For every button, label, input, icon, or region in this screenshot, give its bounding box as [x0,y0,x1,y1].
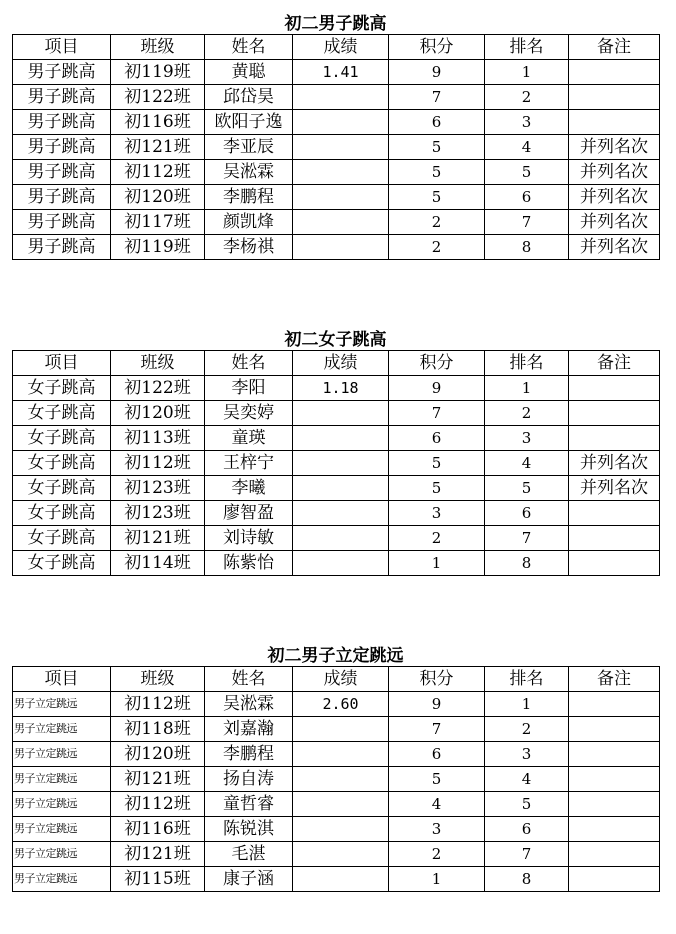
header-row [13,35,660,60]
header-points: 积分 [389,667,485,692]
points-cell: 5 [389,135,485,160]
table-row [13,717,660,742]
remark-cell: 并列名次 [569,235,660,260]
remark-cell [569,426,660,451]
name-cell: 李曦 [205,476,293,501]
score-cell: 2.60 [293,692,389,717]
name-cell: 李亚辰 [205,135,293,160]
score-cell [293,235,389,260]
points-cell: 9 [389,692,485,717]
remark-cell: 并列名次 [569,451,660,476]
event-cell: 男子立定跳远 [13,867,111,892]
class-cell: 初123班 [111,476,205,501]
table-row [13,476,660,501]
points-cell: 6 [389,742,485,767]
class-cell: 初121班 [111,526,205,551]
event-cell: 男子立定跳远 [13,817,111,842]
remark-cell [569,526,660,551]
remark-cell [569,792,660,817]
table-section-girls-high-jump [12,326,659,576]
rank-cell: 7 [485,526,569,551]
name-cell: 吴奕婷 [205,401,293,426]
remark-cell [569,867,660,892]
points-cell: 2 [389,526,485,551]
header-score: 成绩 [293,667,389,692]
score-cell [293,451,389,476]
event-cell: 男子跳高 [13,135,111,160]
remark-cell [569,817,660,842]
header-points: 积分 [389,35,485,60]
points-cell: 5 [389,767,485,792]
remark-cell [569,501,660,526]
score-cell [293,717,389,742]
remark-cell [569,767,660,792]
points-cell: 5 [389,185,485,210]
table-row [13,235,660,260]
class-cell: 初113班 [111,426,205,451]
rank-cell: 8 [485,551,569,576]
header-event: 项目 [13,667,111,692]
table-row [13,842,660,867]
header-class: 班级 [111,351,205,376]
table-row [13,526,660,551]
table-row [13,426,660,451]
points-cell: 5 [389,160,485,185]
header-remark: 备注 [569,667,660,692]
points-cell: 5 [389,476,485,501]
points-cell: 1 [389,867,485,892]
name-cell: 陈紫怡 [205,551,293,576]
rank-cell: 1 [485,60,569,85]
class-cell: 初122班 [111,85,205,110]
name-cell: 廖智盈 [205,501,293,526]
remark-cell [569,842,660,867]
name-cell: 刘诗敏 [205,526,293,551]
remark-cell: 并列名次 [569,135,660,160]
rank-cell: 8 [485,235,569,260]
rank-cell: 3 [485,742,569,767]
event-cell: 男子跳高 [13,60,111,85]
name-cell: 童哲睿 [205,792,293,817]
remark-cell: 并列名次 [569,160,660,185]
class-cell: 初121班 [111,842,205,867]
rank-cell: 2 [485,401,569,426]
class-cell: 初120班 [111,742,205,767]
score-cell [293,476,389,501]
event-cell: 女子跳高 [13,551,111,576]
header-score: 成绩 [293,35,389,60]
rank-cell: 2 [485,717,569,742]
table-row [13,376,660,401]
class-cell: 初112班 [111,451,205,476]
table-row [13,60,660,85]
score-cell [293,501,389,526]
points-cell: 3 [389,817,485,842]
class-cell: 初120班 [111,401,205,426]
score-cell [293,135,389,160]
class-cell: 初121班 [111,135,205,160]
event-cell: 女子跳高 [13,426,111,451]
event-cell: 女子跳高 [13,376,111,401]
remark-cell [569,401,660,426]
event-cell: 男子立定跳远 [13,767,111,792]
rank-cell: 3 [485,426,569,451]
header-row [13,667,660,692]
score-cell: 1.41 [293,60,389,85]
score-cell [293,185,389,210]
points-cell: 2 [389,210,485,235]
score-cell [293,526,389,551]
event-cell: 女子跳高 [13,451,111,476]
event-cell: 男子跳高 [13,110,111,135]
class-cell: 初123班 [111,501,205,526]
rank-cell: 1 [485,376,569,401]
class-cell: 初121班 [111,767,205,792]
class-cell: 初112班 [111,692,205,717]
class-cell: 初118班 [111,717,205,742]
event-cell: 男子立定跳远 [13,692,111,717]
points-cell: 3 [389,501,485,526]
header-event: 项目 [13,351,111,376]
table-row [13,210,660,235]
remark-cell [569,742,660,767]
score-cell [293,842,389,867]
results-table [12,350,660,576]
header-remark: 备注 [569,351,660,376]
event-cell: 男子跳高 [13,160,111,185]
table-row [13,135,660,160]
event-cell: 女子跳高 [13,401,111,426]
header-name: 姓名 [205,667,293,692]
points-cell: 6 [389,110,485,135]
name-cell: 颜凯烽 [205,210,293,235]
remark-cell [569,551,660,576]
header-name: 姓名 [205,35,293,60]
points-cell: 7 [389,85,485,110]
class-cell: 初119班 [111,235,205,260]
name-cell: 王梓宁 [205,451,293,476]
event-cell: 男子立定跳远 [13,742,111,767]
event-cell: 男子立定跳远 [13,717,111,742]
event-cell: 女子跳高 [13,501,111,526]
points-cell: 7 [389,401,485,426]
remark-cell: 并列名次 [569,210,660,235]
name-cell: 童瑛 [205,426,293,451]
name-cell: 陈锐淇 [205,817,293,842]
rank-cell: 3 [485,110,569,135]
name-cell: 刘嘉瀚 [205,717,293,742]
remark-cell: 并列名次 [569,476,660,501]
remark-cell [569,60,660,85]
table-title: 初二女子跳高 [284,330,387,350]
name-cell: 欧阳子逸 [205,110,293,135]
remark-cell [569,110,660,135]
header-score: 成绩 [293,351,389,376]
score-cell: 1.18 [293,376,389,401]
points-cell: 2 [389,235,485,260]
remark-cell: 并列名次 [569,185,660,210]
points-cell: 1 [389,551,485,576]
table-row [13,501,660,526]
score-cell [293,767,389,792]
name-cell: 康子涵 [205,867,293,892]
header-event: 项目 [13,35,111,60]
class-cell: 初116班 [111,110,205,135]
name-cell: 邱岱昊 [205,85,293,110]
table-row [13,185,660,210]
points-cell: 9 [389,376,485,401]
class-cell: 初117班 [111,210,205,235]
table-section-boys-high-jump [12,10,659,260]
header-name: 姓名 [205,351,293,376]
results-table [12,34,660,260]
header-class: 班级 [111,667,205,692]
name-cell: 黄聪 [205,60,293,85]
score-cell [293,110,389,135]
event-cell: 男子跳高 [13,235,111,260]
class-cell: 初115班 [111,867,205,892]
name-cell: 李鹏程 [205,742,293,767]
remark-cell [569,376,660,401]
header-remark: 备注 [569,35,660,60]
rank-cell: 8 [485,867,569,892]
score-cell [293,401,389,426]
points-cell: 5 [389,451,485,476]
score-cell [293,210,389,235]
header-points: 积分 [389,351,485,376]
header-rank: 排名 [485,351,569,376]
table-row [13,692,660,717]
rank-cell: 5 [485,476,569,501]
name-cell: 扬自涛 [205,767,293,792]
table-section-boys-standing-long-jump [12,642,659,892]
table-row [13,792,660,817]
class-cell: 初114班 [111,551,205,576]
points-cell: 6 [389,426,485,451]
score-cell [293,551,389,576]
table-row [13,110,660,135]
table-row [13,551,660,576]
results-table [12,666,660,892]
rank-cell: 7 [485,210,569,235]
rank-cell: 4 [485,135,569,160]
event-cell: 男子立定跳远 [13,792,111,817]
points-cell: 2 [389,842,485,867]
remark-cell [569,692,660,717]
table-title: 初二男子立定跳远 [267,646,404,666]
rank-cell: 6 [485,817,569,842]
name-cell: 李鹏程 [205,185,293,210]
score-cell [293,85,389,110]
rank-cell: 6 [485,501,569,526]
table-row [13,767,660,792]
name-cell: 毛湛 [205,842,293,867]
points-cell: 9 [389,60,485,85]
name-cell: 吴淞霖 [205,692,293,717]
rank-cell: 5 [485,160,569,185]
score-cell [293,742,389,767]
rank-cell: 5 [485,792,569,817]
table-row [13,401,660,426]
event-cell: 男子立定跳远 [13,842,111,867]
points-cell: 4 [389,792,485,817]
table-row [13,160,660,185]
rank-cell: 7 [485,842,569,867]
event-cell: 男子跳高 [13,85,111,110]
table-row [13,451,660,476]
name-cell: 李阳 [205,376,293,401]
name-cell: 吴淞霖 [205,160,293,185]
rank-cell: 6 [485,185,569,210]
class-cell: 初120班 [111,185,205,210]
remark-cell [569,85,660,110]
table-row [13,817,660,842]
header-rank: 排名 [485,667,569,692]
score-cell [293,160,389,185]
name-cell: 李杨祺 [205,235,293,260]
table-title: 初二男子跳高 [284,14,387,34]
score-cell [293,792,389,817]
header-class: 班级 [111,35,205,60]
rank-cell: 2 [485,85,569,110]
event-cell: 女子跳高 [13,526,111,551]
rank-cell: 1 [485,692,569,717]
class-cell: 初112班 [111,160,205,185]
points-cell: 7 [389,717,485,742]
remark-cell [569,717,660,742]
class-cell: 初116班 [111,817,205,842]
table-row [13,867,660,892]
header-row [13,351,660,376]
class-cell: 初119班 [111,60,205,85]
score-cell [293,817,389,842]
rank-cell: 4 [485,767,569,792]
table-row [13,85,660,110]
class-cell: 初112班 [111,792,205,817]
table-row [13,742,660,767]
score-cell [293,426,389,451]
event-cell: 男子跳高 [13,210,111,235]
header-rank: 排名 [485,35,569,60]
class-cell: 初122班 [111,376,205,401]
rank-cell: 4 [485,451,569,476]
score-cell [293,867,389,892]
event-cell: 男子跳高 [13,185,111,210]
event-cell: 女子跳高 [13,476,111,501]
